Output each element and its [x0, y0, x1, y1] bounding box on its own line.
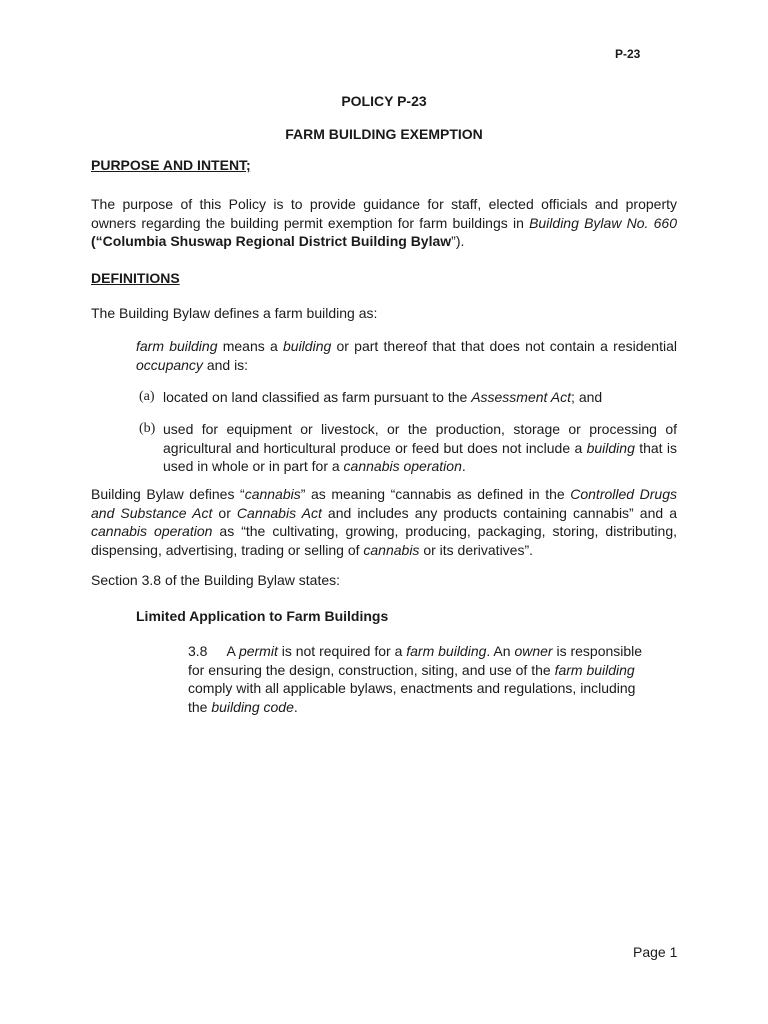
bylaw-name: Columbia Shuswap Regional District Building Bylaw — [102, 233, 452, 249]
policy-title: POLICY P-23 — [341, 93, 427, 109]
item-b-label: (b) — [139, 421, 156, 436]
section-intro: Section 3.8 of the Building Bylaw states: — [91, 572, 341, 588]
section-3-8-text: 3.8 A permit is not required for a farm building. An owner is responsible for ensuring the design, construction, siting, and use of the farm building comply with all applicable bylaws, enactments and regulations, including the building code. — [188, 643, 643, 715]
item-b-text: used for equipment or livestock, or the production, storage or processing of agricultural and horticultural produce or feed but does not include a building that is used in whole or in part for a cannabis operation. — [163, 421, 677, 474]
purpose-paragraph: The purpose of this Policy is to provide guidance for staff, elected officials and property owners regarding the building permit exemption for farm buildings in Building Bylaw No. 660 (“Columbia Shuswap Regional District Building Bylaw”). — [91, 196, 677, 249]
page-number: Page 1 — [633, 944, 678, 960]
section-heading: Limited Application to Farm Buildings — [136, 608, 389, 624]
definitions-heading: DEFINITIONS — [91, 270, 180, 286]
policy-subject: FARM BUILDING EXEMPTION — [285, 126, 483, 142]
section-number: 3.8 — [188, 643, 208, 659]
purpose-heading: PURPOSE AND INTENT; — [91, 157, 251, 173]
cannabis-definition: Building Bylaw defines “cannabis” as meaning “cannabis as defined in the Controlled Drugs and Substance Act or Cannabis Act and includes any products containing cannabis” and a cannabis operation as “the cultivating, growing, producing, packaging, storing, distributing, dispensing, advertising, trading or selling of cannabis or its derivatives”. — [91, 486, 677, 558]
item-a-label: (a) — [139, 389, 155, 404]
item-a-text: located on land classified as farm pursuant to the Assessment Act; and — [163, 389, 603, 405]
page-code: P-23 — [615, 47, 641, 61]
farm-building-definition: farm building means a building or part thereof that that does not contain a residential occupancy and is: — [136, 338, 677, 373]
bylaw-ref: Building Bylaw No. 660 — [529, 214, 677, 231]
definitions-intro: The Building Bylaw defines a farm building as: — [91, 305, 378, 321]
